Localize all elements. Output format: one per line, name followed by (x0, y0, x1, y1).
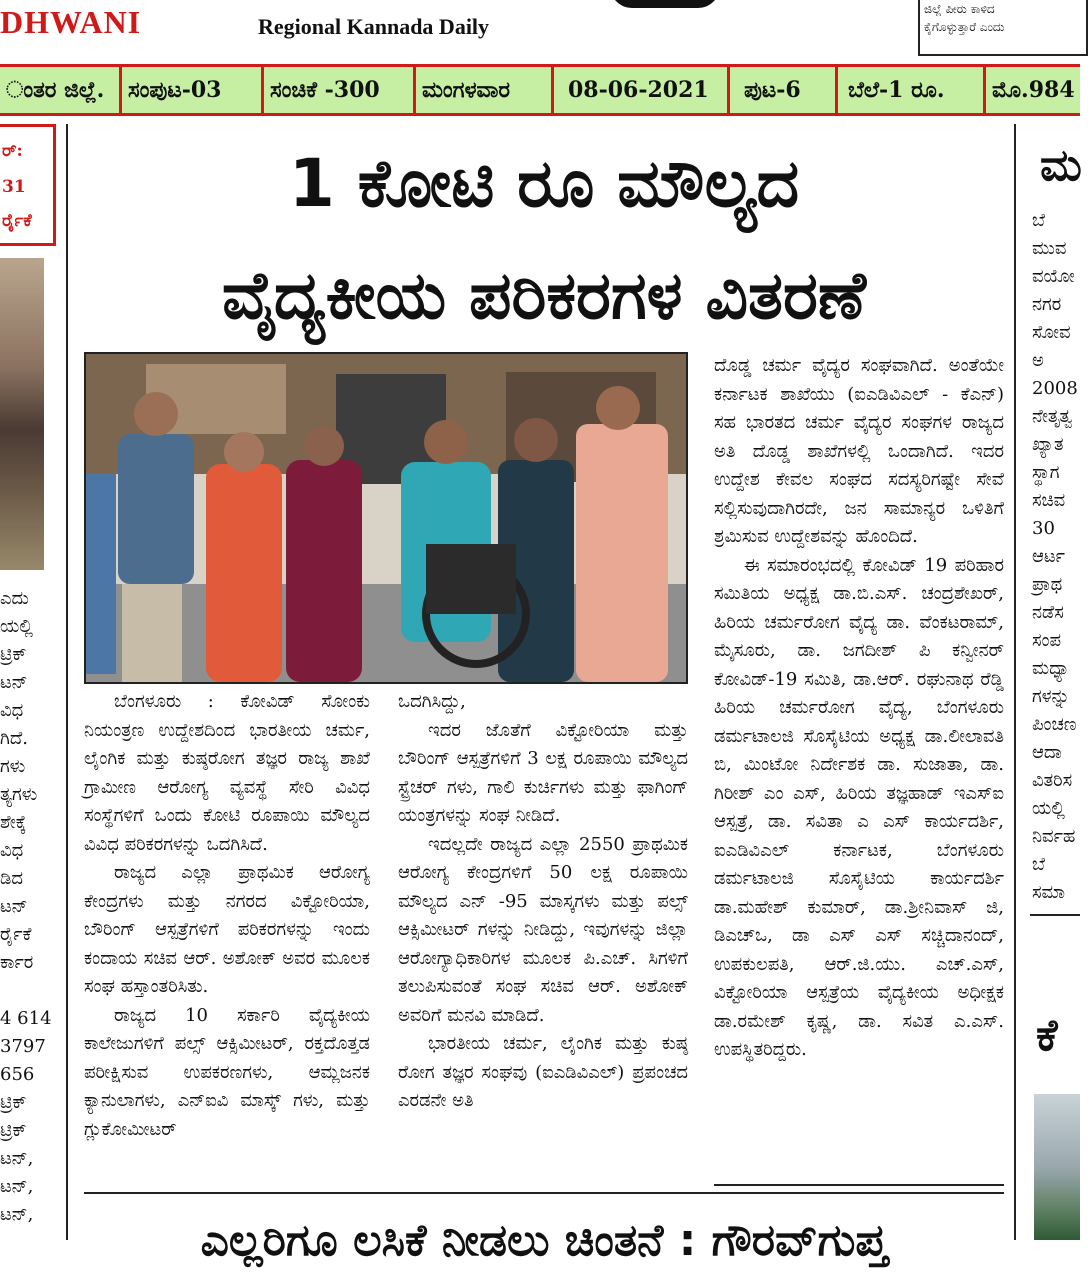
column-fragment-line: ನೇತೃತ್ವ (1032, 406, 1073, 427)
column-fragment-line: ಡಿದ (0, 868, 23, 889)
column-fragment-line: ಯಲ್ಲಿ (0, 616, 33, 637)
column-fragment-line: ತ್ಯಗಳು (0, 784, 38, 805)
column-fragment-line: ಗಳನ್ನು (1032, 686, 1070, 707)
right-column-text (1032, 206, 1080, 906)
column-fragment-line: ಸ್ಥಾಗ (1032, 462, 1060, 483)
column-fragment-line: ನಡೆಸ (1032, 602, 1064, 623)
column-fragment-line: ಖ್ಯಾತ (1032, 434, 1064, 455)
article-paragraph: ರಾಜ್ಯದ ಎಲ್ಲಾ ಪ್ರಾಥಮಿಕ ಆರೋಗ್ಯ ಕೇಂದ್ರಗಳು ಮತ್ತು ನಗರದ ವಿಕ್ಟೋರಿಯಾ, ಬೌರಿಂಗ್ ಆಸ್ಪತ್ರೆಗಳಿಗೆ ಪರಿಕರಗಳನ್ನು ಇಂದು ಕಂದಾಯ ಸಚಿವ ಆರ್. ಅಶೋಕ್ ಅವರ ಮೂಲಕ ಸಂಘ ಹಸ್ತಾಂತರಿಸಿತು. (84, 862, 370, 997)
column-fragment-line: ಪಿಂಚಣ (1032, 714, 1077, 735)
column-fragment-line: ಟನ್, (0, 1204, 34, 1225)
column-fragment-line: ಗಳು (0, 756, 26, 777)
right-article-heading-2: ಕೆ (1036, 1010, 1058, 1061)
column-fragment-line: ಟ್ರಿಕ್ (0, 1120, 27, 1141)
info-weekday: ಮಂಗಳವಾರ (416, 67, 554, 113)
article-bottom-rule (84, 1192, 1004, 1194)
left-box-line: 31 (2, 177, 26, 197)
column-fragment-line: ಅ (1032, 350, 1044, 371)
column-fragment-line: ನಗರ (1032, 294, 1062, 315)
column-fragment-line: ಎದು (0, 588, 29, 609)
right-column-rule (1030, 914, 1080, 916)
ad-line: ಜಿಲ್ಲೆ ಪೀರು ಕಾಳಿದ (924, 2, 995, 16)
column-3-end-rule (714, 1184, 1004, 1186)
article-paragraph: ದೊಡ್ಡ ಚರ್ಮ ವೈದ್ಯರ ಸಂಘವಾಗಿದೆ. ಅಂತೆಯೇ ಕರ್ನಾಟಕ ಶಾಖೆಯು (ಐಎಡಿವಿಎಲ್ - ಕೆಎನ್) ಸಹ ಭಾರತದ ಚರ್ಮ ವೈದ್ಯರ ಸಂಘಗಳ ರಾಜ್ಯದ ಅತಿ ದೊಡ್ಡ ಶಾಖೆಗಳಲ್ಲಿ ಒಂದಾಗಿದೆ. ಇದರ ಉದ್ದೇಶ ಕೇವಲ ಸಂಘದ ಸದಸ್ಯರಿಗಷ್ಟೇ ಸೇವೆ ಸಲ್ಲಿಸುವುದಾಗಿರದೇ, ಜನ ಸಾಮಾನ್ಯರ ಒಳಿತಿಗೆ ಶ್ರಮಿಸುವ ಉದ್ದೇಶವನ್ನು ಹೊಂದಿದೆ. (714, 355, 1004, 547)
newspaper-logo-graphic (610, 0, 720, 8)
column-fragment-line: ವಿಧ (0, 700, 24, 721)
column-fragment-line: ಪ್ರಾಥ (1032, 574, 1063, 595)
article-paragraph: ಒದಗಿಸಿದ್ದು, (398, 691, 466, 712)
info-price: ಬೆಲೆ-1 ರೂ. (838, 67, 986, 113)
article-column-1 (84, 688, 370, 1144)
column-fragment-line: ಮಧ್ಯಾ (1032, 658, 1070, 679)
column-rule-right (1014, 124, 1016, 1240)
column-fragment-line: ಟನ್ (0, 896, 28, 917)
info-date: 08-06-2021 (554, 67, 730, 113)
article-paragraph: ರಾಜ್ಯದ 10 ಸರ್ಕಾರಿ ವೈದ್ಯಕೀಯ ಕಾಲೇಜುಗಳಿಗೆ ಪಲ್ಸ್ ಆಕ್ಸಿಮೀಟರ್, ರಕ್ತದೊತ್ತಡ ಪರೀಕ್ಷಿಸುವ ಉಪಕರಣಗಳು, ಆಮ್ಲಜನಕ ಕ್ಯಾನುಲಾಗಳು, ಎನ್‌ಐವಿ ಮಾಸ್ಕ್ ಗಳು, ಮತ್ತು ಗ್ಲುಕೋಮೀಟರ್ (84, 1004, 370, 1140)
masthead (0, 0, 1080, 60)
next-article-headline: ಎಲ್ಲರಿಗೂ ಲಸಿಕೆ ನೀಡಲು ಚಿಂತನೆ : ಗೌರವ್‌ಗುಪ್ತ (200, 1215, 888, 1266)
right-article-heading: ಮ (1040, 140, 1082, 191)
left-box-line: ರ್ರೈಕೆ (2, 211, 32, 231)
article-paragraph: ಬೆಂಗಳೂರು : ಕೋವಿಡ್ ಸೋಂಕು ನಿಯಂತ್ರಣ ಉದ್ದೇಶದಿಂದ ಭಾರತೀಯ ಚರ್ಮ, ಲೈಂಗಿಕ ಮತ್ತು ಕುಷ್ಠರೋಗ ತಜ್ಞರ ರಾಜ್ಯ ಶಾಖೆ ಗ್ರಾಮೀಣ ಆರೋಗ್ಯ ವ್ಯವಸ್ಥೆ ಸೇರಿ ವಿವಿಧ ಸಂಸ್ಥೆಗಳಿಗೆ ಒಂದು ಕೋಟಿ ರೂಪಾಯಿ ಮೌಲ್ಯದ ವಿವಿಧ ಪರಿಕರಗಳನ್ನು ಒದಗಿಸಿದೆ. (84, 691, 370, 855)
column-fragment-line: 656 (0, 1064, 35, 1085)
article-paragraph: ಇದಲ್ಲದೇ ರಾಜ್ಯದ ಎಲ್ಲಾ 2550 ಪ್ರಾಥಮಿಕ ಆರೋಗ್ಯ ಕೇಂದ್ರಗಳಿಗೆ 50 ಲಕ್ಷ ರೂಪಾಯಿ ಮೌಲ್ಯದ ಎನ್ -95 ಮಾಸ್ಕಗಳು ಮತ್ತು ಪಲ್ಸ್ ಆಕ್ಸಿಮೀಟರ್ ಗಳನ್ನು ನೀಡಿದ್ದು, ಇವುಗಳನ್ನು ಜಿಲ್ಲಾ ಆರೋಗ್ಯಾಧಿಕಾರಿಗಳ ಮೂಲಕ ಪಿ.ಎಚ್. ಸಿಗಳಿಗೆ ತಲುಪಿಸುವಂತೆ ಸಂಘ ಸಚಿವ ಆರ್. ಅಶೋಕ್ ಅವರಿಗೆ ಮನವಿ ಮಾಡಿದೆ. (398, 833, 688, 1026)
article-photo (84, 352, 688, 684)
column-fragment-line: ಆದಾ (1032, 742, 1062, 763)
issue-info-strip (0, 64, 1080, 116)
column-fragment-line: ಆರ್ಟ (1032, 546, 1065, 567)
article-column-2 (398, 688, 688, 1116)
column-fragment-line: ಬೆ (1032, 210, 1046, 231)
headline-line-1: 1 ಕೋಟಿ ರೂ ಮೌಲ್ಯದ (288, 145, 800, 222)
column-fragment-line: ಬೆ (1032, 854, 1046, 875)
top-right-ad-box (918, 0, 1088, 56)
article-headline (84, 128, 1004, 352)
column-fragment-line: ವಯೋ (1032, 266, 1075, 287)
left-info-box (0, 124, 56, 246)
column-fragment-line: ವಿಧ (0, 840, 24, 861)
column-fragment-line: ಸಮಾ (1032, 882, 1066, 903)
newspaper-name: DHWANI (0, 4, 142, 40)
newspaper-subtitle: Regional Kannada Daily (258, 14, 490, 39)
article-paragraph: ಈ ಸಮಾರಂಭದಲ್ಲಿ ಕೋವಿಡ್ 19 ಪರಿಹಾರ ಸಮಿತಿಯ ಅಧ್ಯಕ್ಷ ಡಾ.ಬಿ.ಎಸ್. ಚಂದ್ರಶೇಖರ್, ಹಿರಿಯ ಚರ್ಮರೋಗ ವೈದ್ಯ ಡಾ. ವೆಂಕಟರಾಮ್, ಮೈಸೂರು, ಡಾ. ಜಗದೀಶ್ ಪಿ ಕನ್ವೀನರ್ ಕೋವಿಡ್-19 ಸಮಿತಿ, ಡಾ.ಆರ್. ರಘುನಾಥ ರೆಡ್ಡಿ ಹಿರಿಯ ಚರ್ಮರೋಗ ವೈದ್ಯ, ಬೆಂಗಳೂರು ಡರ್ಮಟಾಲಜಿ ಸೊಸೈಟಿಯ ಅಧ್ಯಕ್ಷ ಡಾ.ಲೀಲಾವತಿ ಬಿ, ಮಿಂಟೋ ನಿರ್ದೇಶಕ ಡಾ. ಸುಜಾತಾ, ಡಾ. ಗಿರೀಶ್ ಎಂ ಎಸ್, ಹಿರಿಯ ತಜ್ಞಹಾಡ್ ಇಎಸ್ಐ ಆಸ್ಪತ್ರೆ, ಡಾ. ಸವಿತಾ ಎ ಎಸ್ ಕಾರ್ಯದರ್ಶಿ, ಐಎಡಿವಿಎಲ್ ಕರ್ನಾಟಕ, ಬೆಂಗಳೂರು ಡರ್ಮಟಾಲಜಿ ಸೊಸೈಟಿಯ ಕಾರ್ಯದರ್ಶಿ ಡಾ.ಮಹೇಶ್ ಕುಮಾರ್, ಡಾ.ಶ್ರೀನಿವಾಸ್ ಜಿ, ಡಿಎಚ್ಒ, ಡಾ ಎಸ್ ಎಸ್ ಸಚ್ಚಿದಾನಂದ್, ಉಪಕುಲಪತಿ, ಆರ್.ಜಿ.ಯು. ಎಚ್.ಎಸ್, ವಿಕ್ಟೋರಿಯಾ ಆಸ್ಪತ್ರೆಯ ವೈದ್ಯಕೀಯ ಅಧೀಕ್ಷಕ ಡಾ.ರಮೇಶ್ ಕೃಷ್ಣ, ಡಾ. ಸವಿತ ಎ.ಎಸ್. ಉಪಸ್ಥಿತರಿದ್ದರು. (714, 554, 1004, 1060)
column-fragment-line: ಗಿದೆ. (0, 728, 28, 749)
headline-line-2: ವೈದ್ಯಕೀಯ ಪರಿಕರಗಳ ವಿತರಣೆ (222, 257, 866, 334)
info-district: ಂತರ ಜಿಲ್ಲೆ. (0, 67, 122, 113)
info-phone: ಮೊ.984 (992, 77, 1075, 103)
ad-line: ಕೈಗೊಳ್ಳುತ್ತಾರೆ ಎಂದು (924, 20, 1005, 34)
article-paragraph: ಭಾರತೀಯ ಚರ್ಮ, ಲೈಂಗಿಕ ಮತ್ತು ಕುಷ್ಠ ರೋಗ ತಜ್ಞರ ಸಂಘವು (ಐಎಡಿವಿಎಲ್) ಪ್ರಪಂಚದ ಎರಡನೇ ಅತಿ (398, 1033, 688, 1111)
column-fragment-line: ಸಂಪ (1032, 630, 1062, 651)
info-issue: ಸಂಚಿಕೆ -300 (264, 67, 416, 113)
column-fragment-line: ಸೋವ (1032, 322, 1071, 343)
left-box-line: ರ್: (2, 141, 23, 161)
column-fragment-line: 3797 (0, 1036, 46, 1057)
article-column-3 (714, 352, 1004, 1065)
right-bus-photo (1034, 1094, 1080, 1240)
info-volume: ಸಂಪುಟ-03 (122, 67, 264, 113)
column-fragment-line: ರ್ರೈಕೆ (0, 924, 32, 945)
column-fragment-line: ಟನ್ (0, 672, 28, 693)
column-rule-left (66, 124, 68, 1240)
column-fragment-line: ಯಲ್ಲಿ (1032, 798, 1065, 819)
column-fragment-line: ಸಚಿವ (1032, 490, 1066, 511)
column-fragment-line: ಟ್ರಿಕ್ (0, 1092, 27, 1113)
group-photo-illustration (86, 354, 686, 682)
column-fragment-line: 4 614 (0, 1008, 52, 1029)
column-fragment-line: ಮುವ (1032, 238, 1067, 259)
left-railway-photo (0, 258, 44, 570)
column-fragment-line: ರ್ಕಾರ (0, 952, 34, 973)
column-fragment-line: ಟನ್, (0, 1148, 34, 1169)
column-fragment-line: 30 (1032, 518, 1055, 539)
column-fragment-line: ನಿರ್ವಹ (1032, 826, 1076, 847)
column-fragment-line: ವಿತರಿಸ (1032, 770, 1073, 791)
left-column-text (0, 584, 52, 1240)
info-page: ಪುಟ-6 (730, 67, 838, 113)
column-fragment-line: ಟ್ರಿಕ್ (0, 644, 27, 665)
article-paragraph: ಇದರ ಜೊತೆಗೆ ವಿಕ್ಟೋರಿಯಾ ಮತ್ತು ಬೌರಿಂಗ್ ಆಸ್ಪತ್ರೆಗಳಿಗೆ 3 ಲಕ್ಷ ರೂಪಾಯಿ ಮೌಲ್ಯದ ಸ್ಟ್ರೆಚರ್ ಗಳು, ಗಾಲಿ ಕುರ್ಚಿಗಳು ಮತ್ತು ಫಾಗಿಂಗ್ ಯಂತ್ರಗಳನ್ನು ಸಂಘ ನೀಡಿದೆ. (398, 719, 688, 826)
column-fragment-line: ಶೇಕ್ಕೆ (0, 812, 27, 833)
column-fragment-line: 2008 (1032, 378, 1078, 399)
column-fragment-line: ಟನ್, (0, 1176, 34, 1197)
